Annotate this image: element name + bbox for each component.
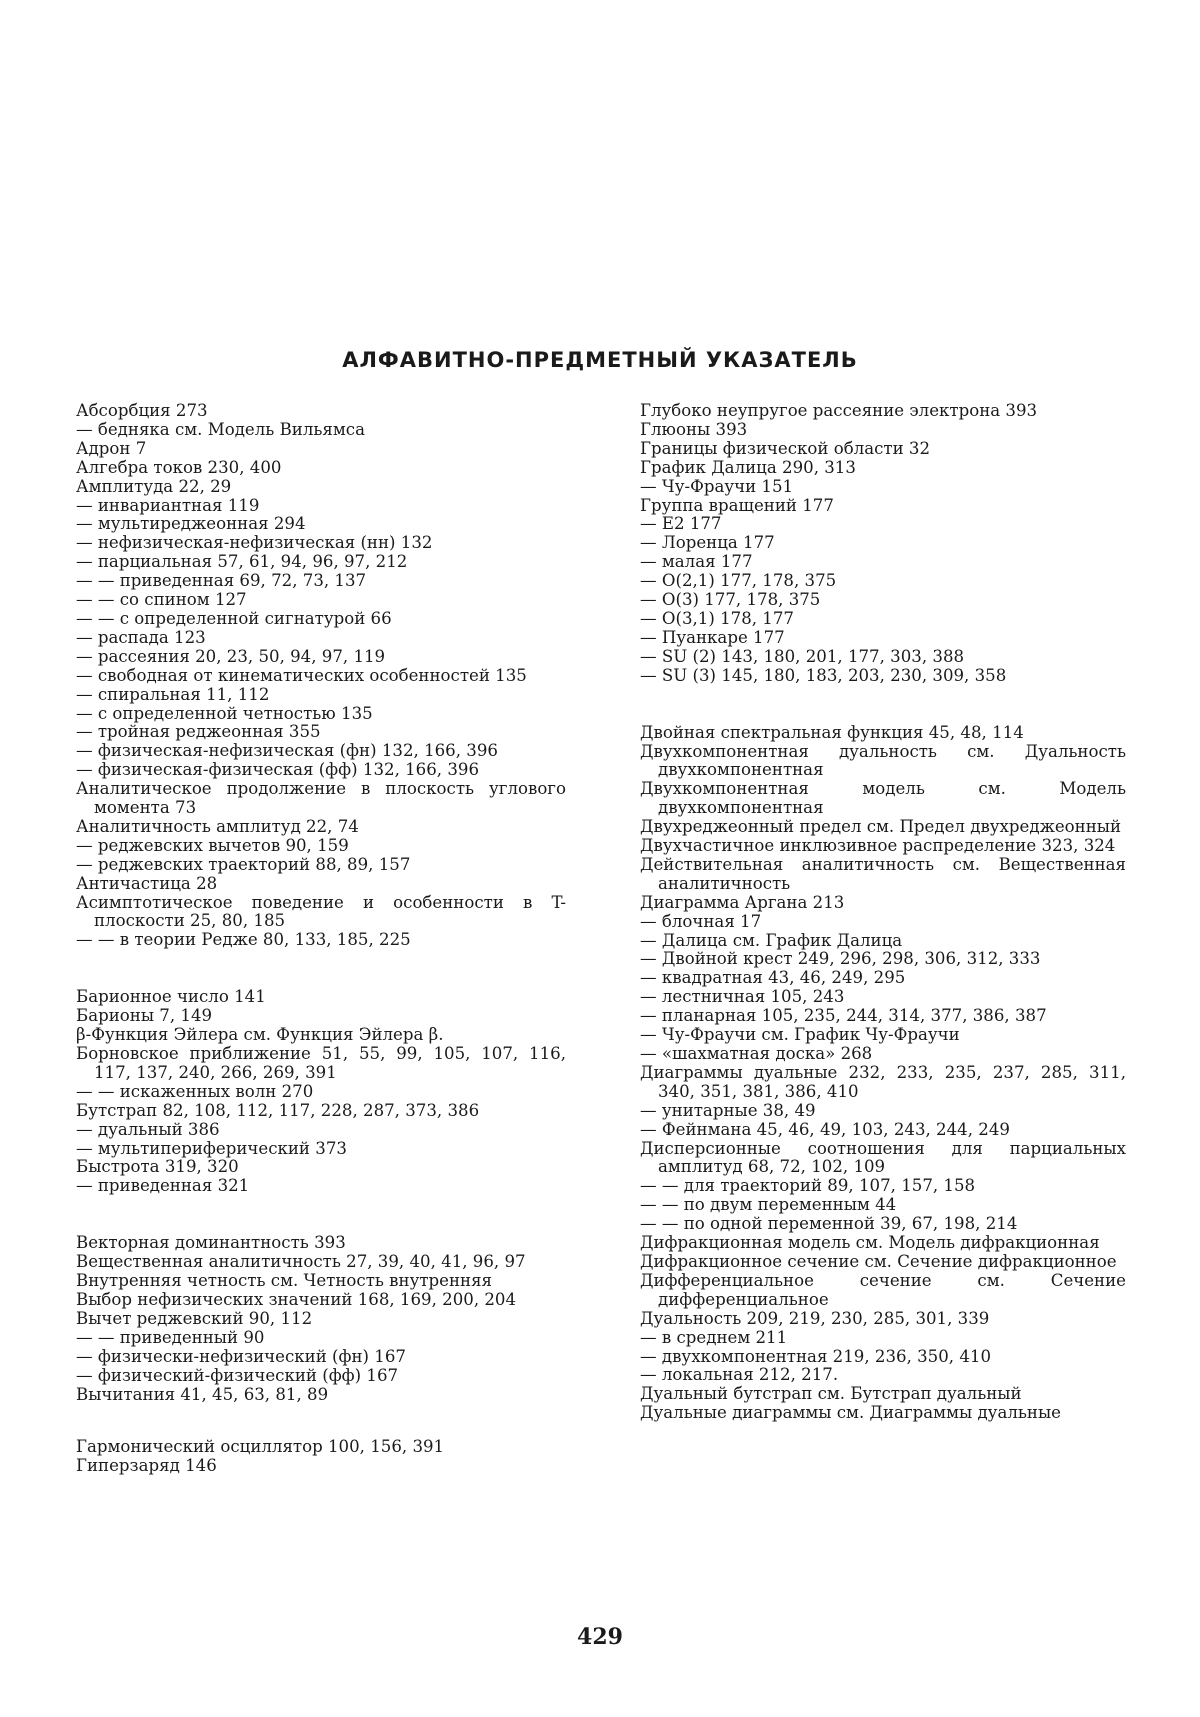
index-entry: — нефизическая-нефизическая (нн) 132 xyxy=(76,533,433,553)
index-entry: — лестничная 105, 243 xyxy=(640,987,845,1007)
index-entry: — тройная реджеонная 355 xyxy=(76,722,321,742)
index-entry: — блочная 17 xyxy=(640,911,762,931)
index-entry: Аналитическое продолжение в плоскость углового момента 73 xyxy=(76,779,566,818)
index-entry: — парциальная 57, 61, 94, 96, 97, 212 xyxy=(76,552,408,572)
page-number: 429 xyxy=(577,1624,623,1650)
index-entry: — O(3) 177, 178, 375 xyxy=(640,590,821,610)
index-entry: Вещественная аналитичность 27, 39, 40, 41, 96, 97 xyxy=(76,1252,526,1272)
index-entry: Дуальный бутстрап см. Бутстрап дуальный xyxy=(640,1384,1022,1404)
index-entry: Абсорбция 273 xyxy=(76,401,208,420)
index-entry: Бутстрап 82, 108, 112, 117, 228, 287, 373, 386 xyxy=(76,1100,480,1120)
index-entry: — мультипериферический 373 xyxy=(76,1138,347,1158)
index-entry: Вычет реджевский 90, 112 xyxy=(76,1308,313,1328)
index-entry: Двойная спектральная функция 45, 48, 114 xyxy=(640,722,1024,742)
index-entry: — в среднем 211 xyxy=(640,1327,788,1347)
index-entry: — O(2,1) 177, 178, 375 xyxy=(640,571,837,591)
index-column-right xyxy=(640,402,1126,1423)
index-entry: Внутренняя четность см. Четность внутренняя xyxy=(76,1271,493,1291)
index-entry: — квадратная 43, 46, 249, 295 xyxy=(640,968,906,988)
index-entry: Аналитичность амплитуд 22, 74 xyxy=(76,816,359,836)
section-gap xyxy=(76,1404,566,1438)
index-entry: Дифракционная модель см. Модель дифракционная xyxy=(640,1233,1100,1253)
index-entry: — Чу-Фраучи см. График Чу-Фраучи xyxy=(640,1025,960,1045)
index-entry: Дуальность 209, 219, 230, 285, 301, 339 xyxy=(640,1308,990,1328)
index-entry: — — приведенная 69, 72, 73, 137 xyxy=(76,571,367,591)
index-entry: — рассеяния 20, 23, 50, 94, 97, 119 xyxy=(76,646,386,666)
index-entry: — физический-физический (фф) 167 xyxy=(76,1365,399,1385)
index-entry: — — для траекторий 89, 107, 157, 158 xyxy=(640,1176,976,1196)
index-entry: — малая 177 xyxy=(640,552,753,572)
index-entry: Асимптотическое поведение и особенности в T-плоскости 25, 80, 185 xyxy=(76,892,566,931)
index-entry: Двухчастичное инклюзивное распределение 323, 324 xyxy=(640,836,1116,856)
index-entry: — дуальный 386 xyxy=(76,1119,220,1139)
page-title: АЛФАВИТНО-ПРЕДМЕТНЫЙ УКАЗАТЕЛЬ xyxy=(342,348,858,372)
index-entry: — — в теории Редже 80, 133, 185, 225 xyxy=(76,930,411,950)
index-entry: Гиперзаряд 146 xyxy=(76,1456,217,1476)
index-entry: — физическая-нефизическая (фн) 132, 166, 396 xyxy=(76,741,498,761)
index-entry: — инвариантная 119 xyxy=(76,495,260,515)
index-entry: Дисперсионные соотношения для парциальных амплитуд 68, 72, 102, 109 xyxy=(640,1138,1126,1177)
index-entry: — планарная 105, 235, 244, 314, 377, 386, 387 xyxy=(640,1006,1047,1026)
index-entry: — физическая-физическая (фф) 132, 166, 396 xyxy=(76,760,480,780)
index-entry: Векторная доминантность 393 xyxy=(76,1233,346,1253)
index-entry: Вычитания 41, 45, 63, 81, 89 xyxy=(76,1384,329,1404)
index-entry: Амплитуда 22, 29 xyxy=(76,476,232,496)
index-entry: — — по двум переменным 44 xyxy=(640,1195,897,1215)
index-entry: — унитарные 38, 49 xyxy=(640,1100,816,1120)
index-entry: Выбор нефизических значений 168, 169, 200, 204 xyxy=(76,1289,517,1309)
index-entry: — Фейнмана 45, 46, 49, 103, 243, 244, 249 xyxy=(640,1119,1010,1139)
index-entry: График Далица 290, 313 xyxy=(640,457,856,477)
index-entry: — физически-нефизический (фн) 167 xyxy=(76,1346,406,1366)
index-entry: — приведенная 321 xyxy=(76,1176,250,1196)
index-entry: Алгебра токов 230, 400 xyxy=(76,457,282,477)
index-entry: Диаграмма Аргана 213 xyxy=(640,892,845,912)
index-entry: — бедняка см. Модель Вильямса xyxy=(76,419,365,439)
section-gap xyxy=(640,686,1126,724)
index-entry: Гармонический осциллятор 100, 156, 391 xyxy=(76,1437,445,1457)
index-entry: — Пуанкаре 177 xyxy=(640,627,785,647)
index-entry: Борновское приближение 51, 55, 99, 105, 107, 116, 117, 137, 240, 266, 269, 391 xyxy=(76,1044,566,1082)
index-entry: — SU (3) 145, 180, 183, 203, 230, 309, 358 xyxy=(640,665,1007,685)
index-entry: — реджевских траекторий 88, 89, 157 xyxy=(76,854,411,874)
index-column-left xyxy=(76,402,566,1476)
index-entry: — O(3,1) 178, 177 xyxy=(640,608,794,628)
index-entry: — — искаженных волн 270 xyxy=(76,1081,314,1101)
index-entry: — Двойной крест 249, 296, 298, 306, 312, 333 xyxy=(640,949,1041,969)
index-entry: Барионное число 141 xyxy=(76,987,266,1007)
index-entry: — SU (2) 143, 180, 201, 177, 303, 388 xyxy=(640,646,965,666)
index-entry: — Лоренца 177 xyxy=(640,533,775,553)
index-entry: — распада 123 xyxy=(76,627,206,647)
index-entry: Группа вращений 177 xyxy=(640,495,834,515)
index-entry: — — приведенный 90 xyxy=(76,1327,265,1347)
index-entry: Глубоко неупругое рассеяние электрона 393 xyxy=(640,401,1038,420)
section-gap xyxy=(76,1196,566,1234)
index-entry: Дифференциальное сечение см. Сечение дифференциальное xyxy=(640,1270,1126,1309)
index-entry: — с определенной четностью 135 xyxy=(76,703,373,723)
index-entry: — E2 177 xyxy=(640,514,722,534)
index-entry: Дуальные диаграммы см. Диаграммы дуальные xyxy=(640,1403,1061,1423)
index-entry: Глюоны 393 xyxy=(640,419,748,439)
index-entry: Дифракционное сечение см. Сечение дифракционное xyxy=(640,1251,1117,1271)
index-entry: — мультиреджеонная 294 xyxy=(76,514,306,534)
index-entry: — свободная от кинематических особенностей 135 xyxy=(76,665,527,685)
index-entry: β-Функция Эйлера см. Функция Эйлера β. xyxy=(76,1025,444,1045)
index-entry: — двухкомпонентная 219, 236, 350, 410 xyxy=(640,1346,992,1366)
index-entry: Двухкомпонентная модель см. Модель двухкомпонентная xyxy=(640,779,1126,818)
index-entry: Действительная аналитичность см. Вещественная аналитичность xyxy=(640,854,1126,893)
index-entry: — Чу-Фраучи 151 xyxy=(640,476,794,496)
index-entry: Барионы 7, 149 xyxy=(76,1006,213,1026)
section-gap xyxy=(76,950,566,988)
index-entry: — Далица см. График Далица xyxy=(640,930,903,950)
index-entry: Двухреджеонный предел см. Предел двухреджеонный xyxy=(640,817,1122,837)
index-entry: Границы физической области 32 xyxy=(640,438,931,458)
index-entry: — — со спином 127 xyxy=(76,590,247,610)
index-entry: — «шахматная доска» 268 xyxy=(640,1044,873,1063)
index-entry: — реджевских вычетов 90, 159 xyxy=(76,835,349,855)
index-entry: — — с определенной сигнатурой 66 xyxy=(76,608,392,628)
index-entry: Античастица 28 xyxy=(76,873,218,893)
index-entry: — спиральная 11, 112 xyxy=(76,684,270,704)
index-entry: Адрон 7 xyxy=(76,438,147,458)
index-entry: — — по одной переменной 39, 67, 198, 214 xyxy=(640,1214,1018,1234)
index-entry: — локальная 212, 217. xyxy=(640,1365,839,1385)
index-entry: Двухкомпонентная дуальность см. Дуальность двухкомпонентная xyxy=(640,741,1126,780)
index-entry: Диаграммы дуальные 232, 233, 235, 237, 285, 311, 340, 351, 381, 386, 410 xyxy=(640,1062,1126,1101)
index-entry: Быстрота 319, 320 xyxy=(76,1157,239,1177)
